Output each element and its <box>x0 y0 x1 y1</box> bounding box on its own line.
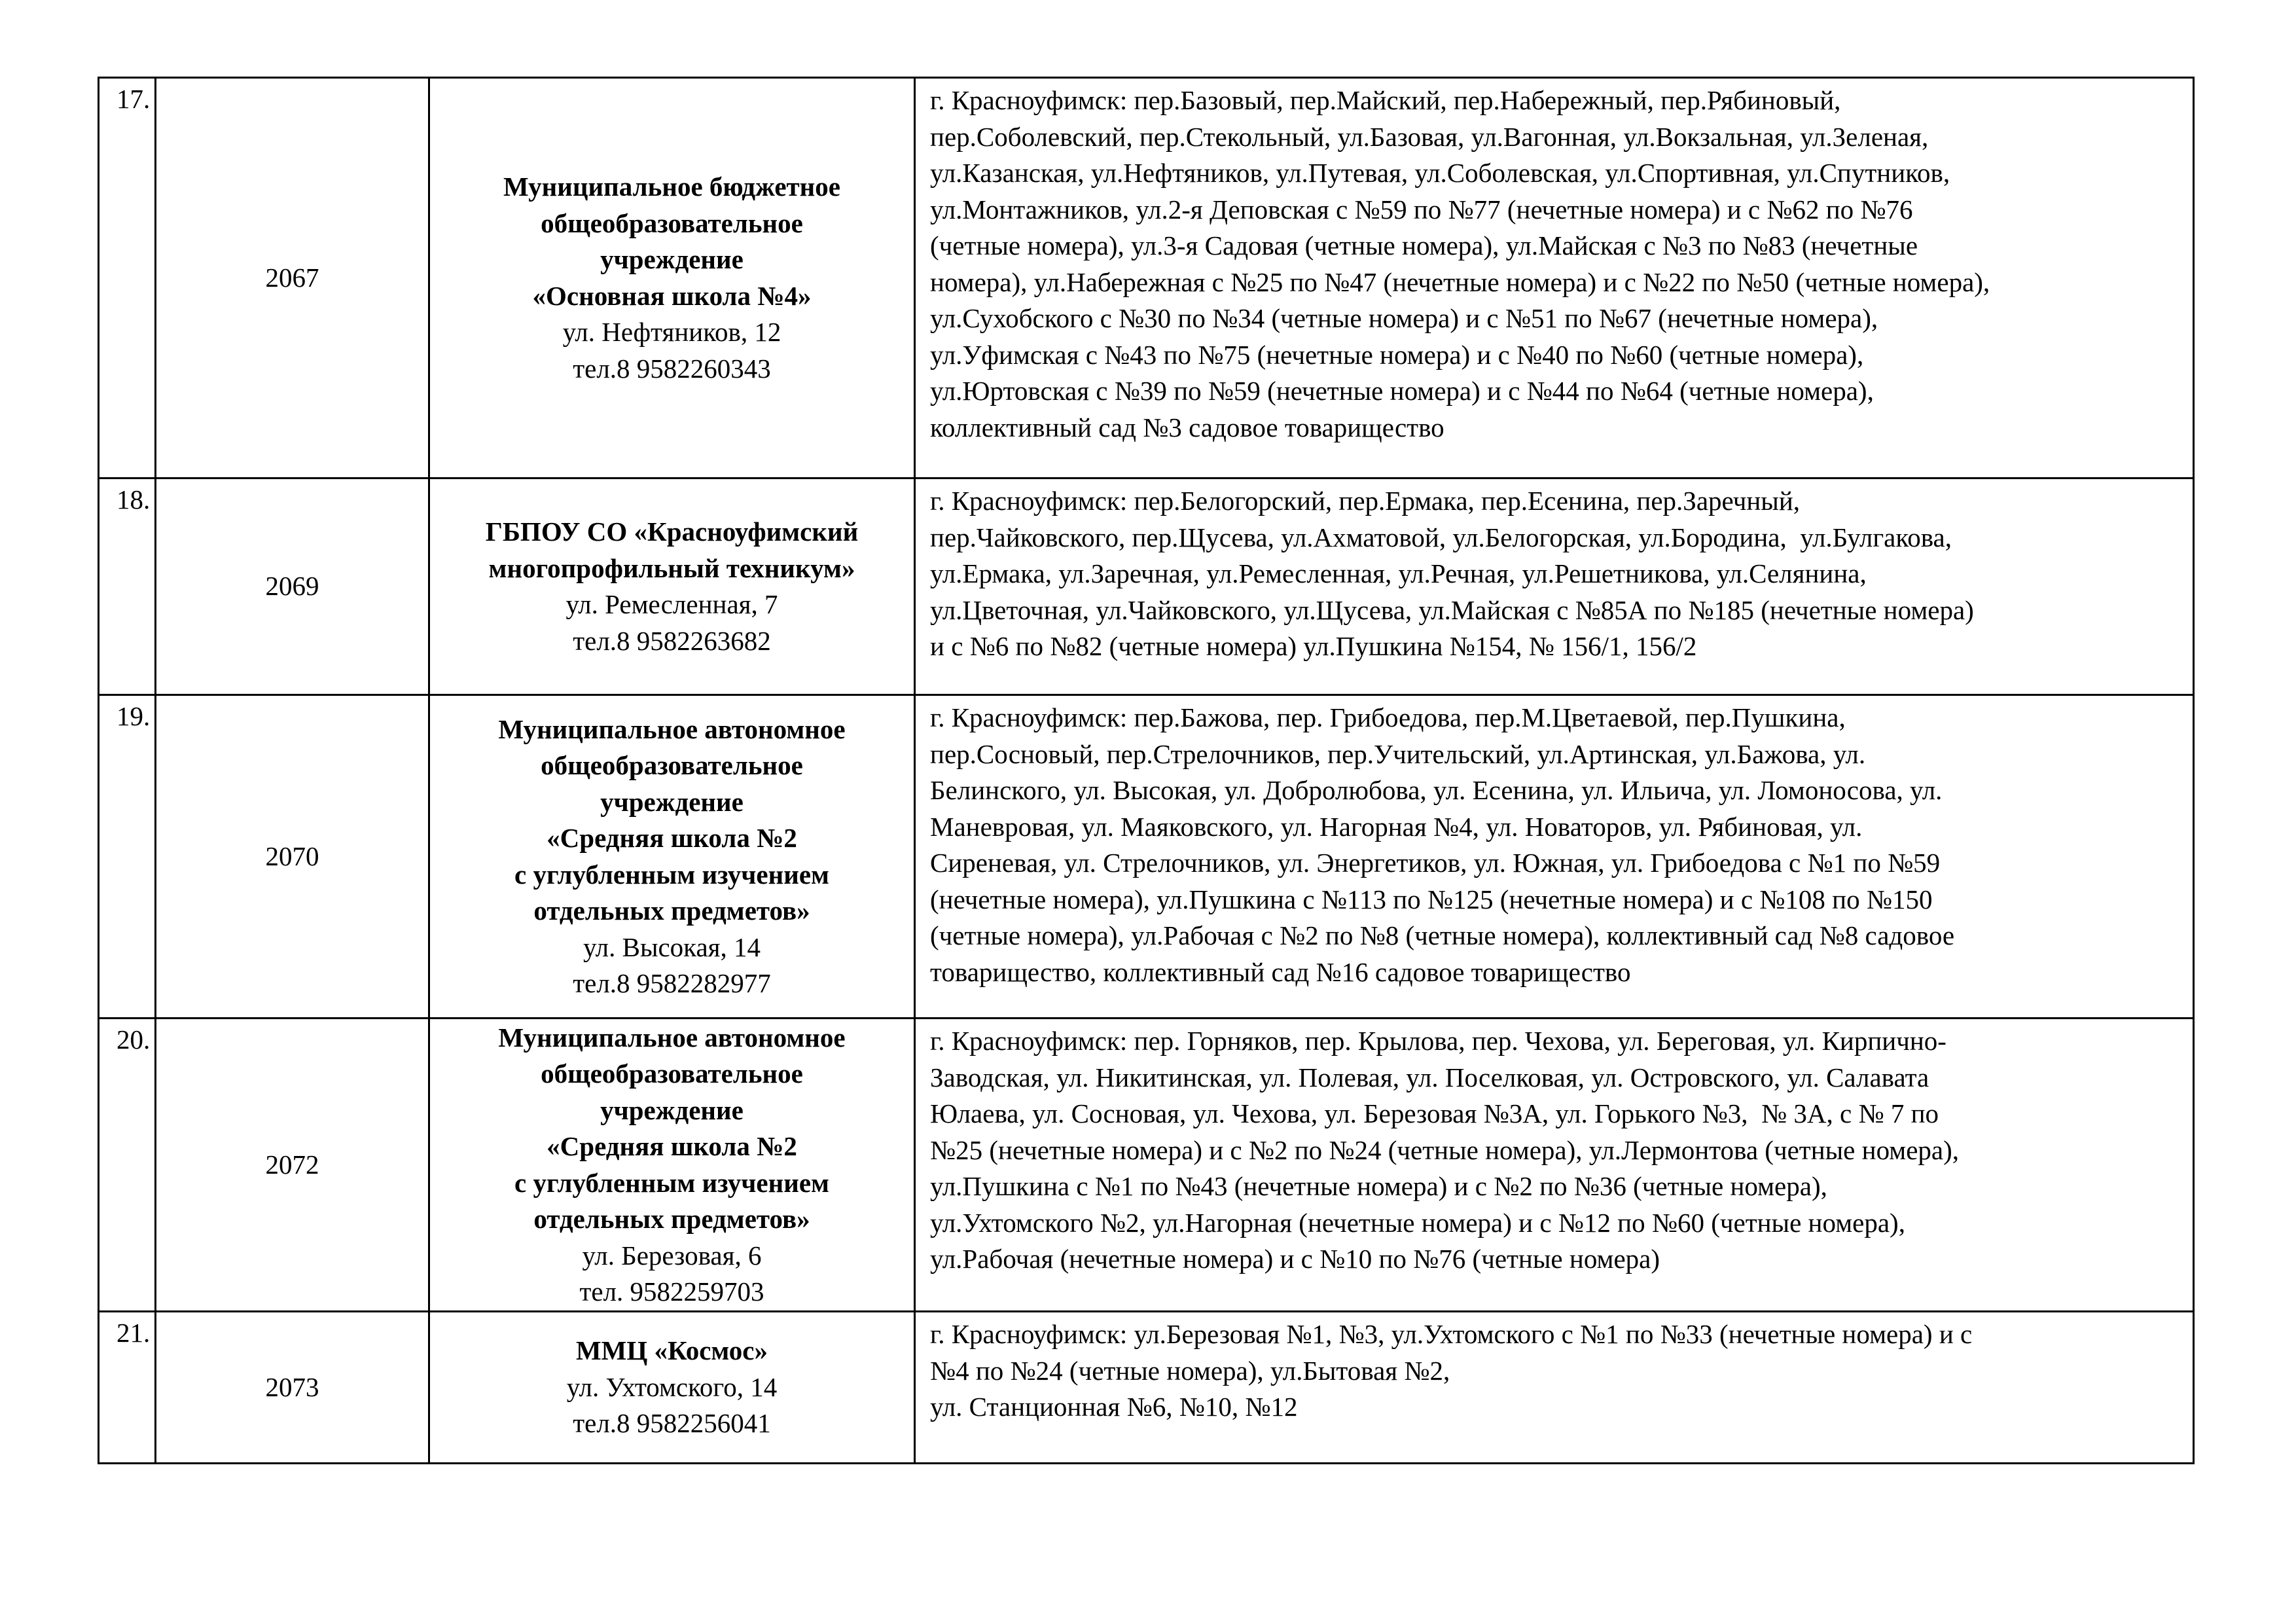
territory-cell <box>915 478 2194 695</box>
institution-address: ул. Нефтяников, 12 <box>562 317 781 347</box>
territory-line: №25 (нечетные номера) и с №2 по №24 (четные номера), ул.Лермонтова (четные номера), <box>930 1134 1960 1165</box>
table-row <box>99 1312 2194 1464</box>
territory-line: ул.Ермака, ул.Заречная, ул.Ремесленная, ул.Речная, ул.Решетникова, ул.Селянина, <box>930 558 1867 588</box>
institution-phone: тел.8 9582260343 <box>573 353 771 384</box>
territory-line: Сиреневая, ул. Стрелочников, ул. Энергетиков, ул. Южная, ул. Грибоедова с №1 по №59 <box>930 848 1941 878</box>
territory-line: Заводская, ул. Никитинская, ул. Полевая, ул. Поселковая, ул. Островского, ул. Салавата <box>930 1062 1929 1092</box>
territory-line: Маневровая, ул. Маяковского, ул. Нагорная №4, ул. Новаторов, ул. Рябиновая, ул. <box>930 811 1863 842</box>
institution-phone: тел.8 9582282977 <box>573 968 771 998</box>
territory-line: ул.Пушкина с №1 по №43 (нечетные номера) и с №2 по №36 (четные номера), <box>930 1171 1827 1201</box>
institution-cell <box>429 78 915 478</box>
territory-line: Юлаева, ул. Сосновая, ул. Чехова, ул. Березовая №3А, ул. Горького №3, № 3А, с № 7 по <box>930 1098 1939 1128</box>
territory-line: пер.Сосновый, пер.Стрелочников, пер.Учительский, ул.Артинская, ул.Бажова, ул. <box>930 738 1866 769</box>
territory-line: (нечетные номера), ул.Пушкина с №113 по №125 (нечетные номера) и с №108 по №150 <box>930 884 1933 914</box>
station-code: 2069 <box>156 478 429 695</box>
row-number: 19. <box>99 695 156 1019</box>
territory-line: (четные номера), ул.3-я Садовая (четные номера), ул.Майская с №3 по №83 (нечетные <box>930 230 1918 261</box>
institution-cell <box>429 1019 915 1312</box>
territory-cell <box>915 78 2194 478</box>
territory-line: пер.Чайковского, пер.Щусева, ул.Ахматовой, ул.Белогорская, ул.Бородина, ул.Булгакова, <box>930 522 1952 552</box>
territory-line: ул.Ухтомского №2, ул.Нагорная (нечетные номера) и с №12 по №60 (четные номера), <box>930 1207 1905 1238</box>
institution-phone: тел.8 9582256041 <box>573 1408 771 1439</box>
row-number: 21. <box>99 1312 156 1464</box>
territory-line: ул.Сухобского с №30 по №34 (четные номера) и с №51 по №67 (нечетные номера), <box>930 303 1878 333</box>
territory-line: г. Красноуфимск: пер. Горняков, пер. Крылова, пер. Чехова, ул. Береговая, ул. Кирпично- <box>930 1026 1946 1056</box>
institution-name: ММЦ «Космос» <box>575 1335 768 1366</box>
institution-cell <box>429 1312 915 1464</box>
territory-cell <box>915 1312 2194 1464</box>
polling-stations-table <box>98 77 2195 1464</box>
territory-line: г. Красноуфимск: ул.Березовая №1, №3, ул.Ухтомского с №1 по №33 (нечетные номера) и с <box>930 1319 1973 1349</box>
territory-line: ул.Цветочная, ул.Чайковского, ул.Щусева, ул.Майская с №85А по №185 (нечетные номера) <box>930 594 1974 625</box>
institution-address: ул. Высокая, 14 <box>583 931 761 962</box>
territory-line: Белинского, ул. Высокая, ул. Добролюбова, ул. Есенина, ул. Ильича, ул. Ломоносова, ул. <box>930 775 1943 805</box>
territory-line: ул. Станционная №6, №10, №12 <box>930 1392 1298 1422</box>
table-row <box>99 1019 2194 1312</box>
station-code: 2070 <box>156 695 429 1019</box>
territory-line: коллективный сад №3 садовое товарищество <box>930 412 1444 442</box>
territory-line: г. Красноуфимск: пер.Белогорский, пер.Ермака, пер.Есенина, пер.Заречный, <box>930 486 1801 516</box>
table-row <box>99 478 2194 695</box>
institution-name: Муниципальное бюджетное общеобразовательное учреждение «Основная школа №4» <box>503 171 840 311</box>
territory-line: ул.Юртовская с №39 по №59 (нечетные номера) и с №44 по №64 (четные номера), <box>930 376 1874 406</box>
station-code: 2072 <box>156 1019 429 1312</box>
institution-name: ГБПОУ СО «Красноуфимский многопрофильный техникум» <box>485 516 859 583</box>
territory-line: №4 по №24 (четные номера), ул.Бытовая №2, <box>930 1355 1450 1386</box>
station-code: 2073 <box>156 1312 429 1464</box>
territory-line: ул.Монтажников, ул.2-я Деповская с №59 по №77 (нечетные номера) и с №62 по №76 <box>930 194 1913 225</box>
row-number: 18. <box>99 478 156 695</box>
station-code: 2067 <box>156 78 429 478</box>
institution-address: ул. Березовая, 6 <box>582 1240 762 1271</box>
territory-line: и с №6 по №82 (четные номера) ул.Пушкина №154, № 156/1, 156/2 <box>930 631 1697 661</box>
territory-line: номера), ул.Набережная с №25 по №47 (нечетные номера) и с №22 по №50 (четные номера), <box>930 266 1990 297</box>
territory-line: пер.Соболевский, пер.Стекольный, ул.Базовая, ул.Вагонная, ул.Вокзальная, ул.Зеленая, <box>930 121 1929 152</box>
territory-line: ул.Рабочая (нечетные номера) и с №10 по №76 (четные номера) <box>930 1244 1660 1274</box>
table-row <box>99 695 2194 1019</box>
territory-line: г. Красноуфимск: пер.Базовый, пер.Майский, пер.Набережный, пер.Рябиновый, <box>930 85 1841 115</box>
territory-line: (четные номера), ул.Рабочая с №2 по №8 (четные номера), коллективный сад №8 садовое <box>930 920 1955 950</box>
territory-line: товарищество, коллективный сад №16 садовое товарищество <box>930 956 1631 987</box>
territory-cell <box>915 1019 2194 1312</box>
row-number: 17. <box>99 78 156 478</box>
row-number: 20. <box>99 1019 156 1312</box>
institution-cell <box>429 478 915 695</box>
institution-name: Муниципальное автономное общеобразовательное учреждение «Средняя школа №2 с углубленным изучением отдельных предметов» <box>498 1022 846 1234</box>
institution-phone: тел.8 9582263682 <box>573 625 771 656</box>
table-row <box>99 78 2194 478</box>
institution-address: ул. Ремесленная, 7 <box>565 589 778 619</box>
territory-cell <box>915 695 2194 1019</box>
institution-cell <box>429 695 915 1019</box>
institution-name: Муниципальное автономное общеобразовательное учреждение «Средняя школа №2 с углубленным изучением отдельных предметов» <box>498 713 846 926</box>
territory-line: ул.Уфимская с №43 по №75 (нечетные номера) и с №40 по №60 (четные номера), <box>930 339 1864 370</box>
territory-line: г. Красноуфимск: пер.Бажова, пер. Грибоедова, пер.М.Цветаевой, пер.Пушкина, <box>930 702 1846 732</box>
territory-line: ул.Казанская, ул.Нефтяников, ул.Путевая, ул.Соболевская, ул.Спортивная, ул.Спутников, <box>930 158 1950 188</box>
institution-address: ул. Ухтомского, 14 <box>566 1371 778 1402</box>
institution-phone: тел. 9582259703 <box>579 1276 764 1307</box>
